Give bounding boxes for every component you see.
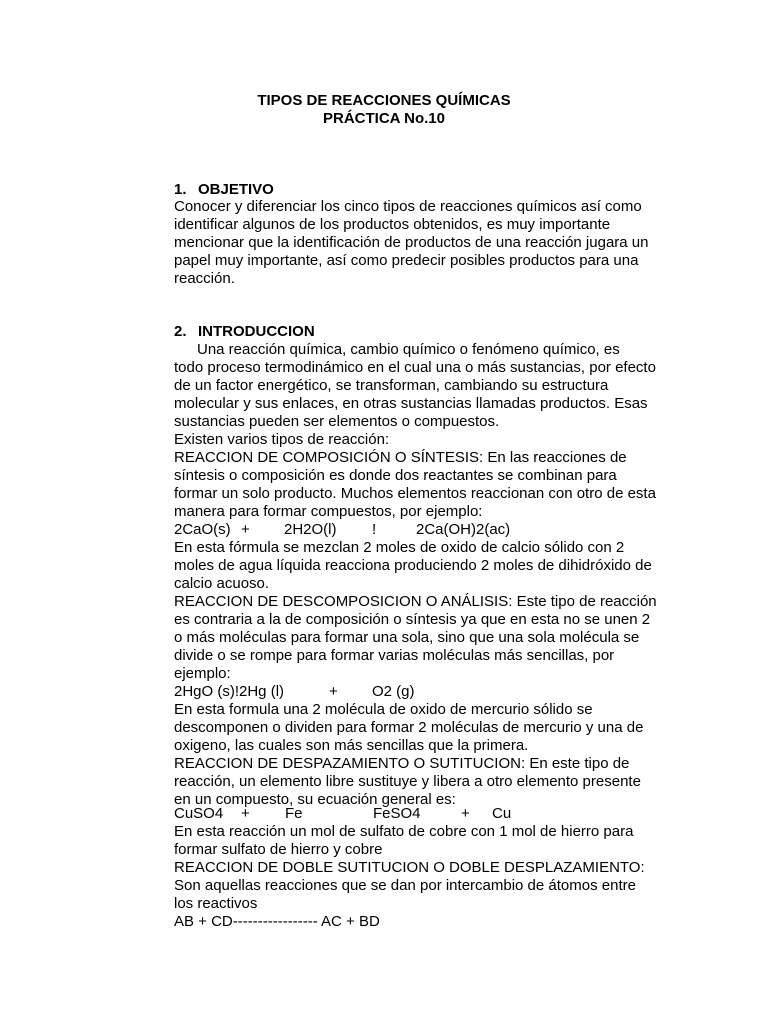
- paragraph-line: de un factor energético, se transforman, cambiando su estructura: [174, 377, 609, 394]
- eq-term: 2Ca(OH)2(ac): [416, 521, 511, 538]
- paragraph-line: manera para formar compuestos, por ejemplo:: [174, 503, 483, 520]
- paragraph-line: REACCION DE COMPOSICIÓN O SÍNTESIS: En las reacciones de: [174, 449, 627, 466]
- eq-term: +: [241, 521, 250, 538]
- section-1-number: 1.: [174, 181, 187, 198]
- paragraph-line: REACCION DE DOBLE SUTITUCION O DOBLE DESPLAZAMIENTO:: [174, 859, 645, 876]
- section-2-title: INTRODUCCION: [198, 323, 315, 340]
- eq-term: !: [372, 521, 377, 538]
- paragraph-line: identificar algunos de los productos obtenidos, es muy importante: [174, 216, 611, 233]
- equation-double-displacement: AB + CD----------------- AC + BD: [174, 913, 380, 930]
- paragraph-line: Son aquellas reacciones que se dan por intercambio de átomos entre: [174, 877, 636, 894]
- paragraph-line: REACCION DE DESCOMPOSICION O ANÁLISIS: Este tipo de reacción: [174, 593, 657, 610]
- section-1-title: OBJETIVO: [198, 181, 274, 198]
- paragraph-line: reacción, un elemento libre sustituye y libera a otro elemento presente: [174, 773, 641, 790]
- paragraph-line: oxigeno, las cuales son más sencillas que la primera.: [174, 737, 529, 754]
- eq-term: Cu: [492, 805, 512, 822]
- eq-term: +: [329, 683, 338, 700]
- paragraph-line: En esta reacción un mol de sulfato de cobre con 1 mol de hierro para: [174, 823, 634, 840]
- paragraph-line: los reactivos: [174, 895, 258, 912]
- eq-term: CuSO4: [174, 805, 224, 822]
- paragraph-line: todo proceso termodinámico en el cual una o más sustancias, por efecto: [174, 359, 656, 376]
- paragraph-line: descomponen o dividen para formar 2 moléculas de mercurio y una de: [174, 719, 644, 736]
- eq-term: +: [461, 805, 470, 822]
- eq-term: O2 (g): [372, 683, 415, 700]
- paragraph-line: Conocer y diferenciar los cinco tipos de reacciones químicos así como: [174, 198, 642, 215]
- paragraph-line: Una reacción química, cambio químico o fenómeno químico, es: [197, 341, 620, 358]
- section-1-heading: [174, 181, 274, 199]
- paragraph-line: o más moléculas para formar una sola, sino que una sola molécula se: [174, 629, 640, 646]
- paragraph-line: sustancias pueden ser elementos o compuestos.: [174, 413, 500, 430]
- paragraph-line: ejemplo:: [174, 665, 231, 682]
- paragraph-line: REACCION DE DESPAZAMIENTO O SUTITUCION: En este tipo de: [174, 755, 630, 772]
- paragraph-line: formar un solo producto. Muchos elementos reaccionan con otro de esta: [174, 485, 656, 502]
- paragraph-line: moles de agua líquida reacciona produciendo 2 moles de dihidróxido de: [174, 557, 652, 574]
- paragraph-line: papel muy importante, así como predecir posibles productos para una: [174, 252, 639, 269]
- paragraph-line: formar sulfato de hierro y cobre: [174, 841, 383, 858]
- eq-term: 2HgO (s)!2Hg (l): [174, 683, 285, 700]
- paragraph-line: En esta fórmula se mezclan 2 moles de oxido de calcio sólido con 2: [174, 539, 625, 556]
- eq-term: +: [241, 805, 250, 822]
- paragraph-line: en un compuesto, su ecuación general es:: [174, 791, 456, 808]
- document-subtitle: PRÁCTICA No.10: [323, 110, 445, 127]
- paragraph-line: divide o se rompe para formar varias moléculas más sencillas, por: [174, 647, 615, 664]
- paragraph-line: síntesis o composición es donde dos reactantes se combinan para: [174, 467, 617, 484]
- paragraph-line: Existen varios tipos de reacción:: [174, 431, 390, 448]
- paragraph-line: En esta formula una 2 molécula de oxido de mercurio sólido se: [174, 701, 593, 718]
- section-2-heading: [174, 323, 315, 341]
- paragraph-line: reacción.: [174, 270, 235, 287]
- document-title: TIPOS DE REACCIONES QUÍMICAS: [257, 92, 511, 109]
- paragraph-line: calcio acuoso.: [174, 575, 270, 592]
- eq-term: 2H2O(l): [284, 521, 337, 538]
- eq-term: Fe: [285, 805, 303, 822]
- paragraph-line: molecular y sus enlaces, en otras sustancias llamadas productos. Esas: [174, 395, 648, 412]
- paragraph-line: mencionar que la identificación de productos de una reacción jugara un: [174, 234, 649, 251]
- section-2-number: 2.: [174, 323, 187, 340]
- eq-term: FeSO4: [373, 805, 421, 822]
- paragraph-line: es contraria a la de composición o síntesis ya que en esta no se unen 2: [174, 611, 651, 628]
- eq-term: 2CaO(s): [174, 521, 231, 538]
